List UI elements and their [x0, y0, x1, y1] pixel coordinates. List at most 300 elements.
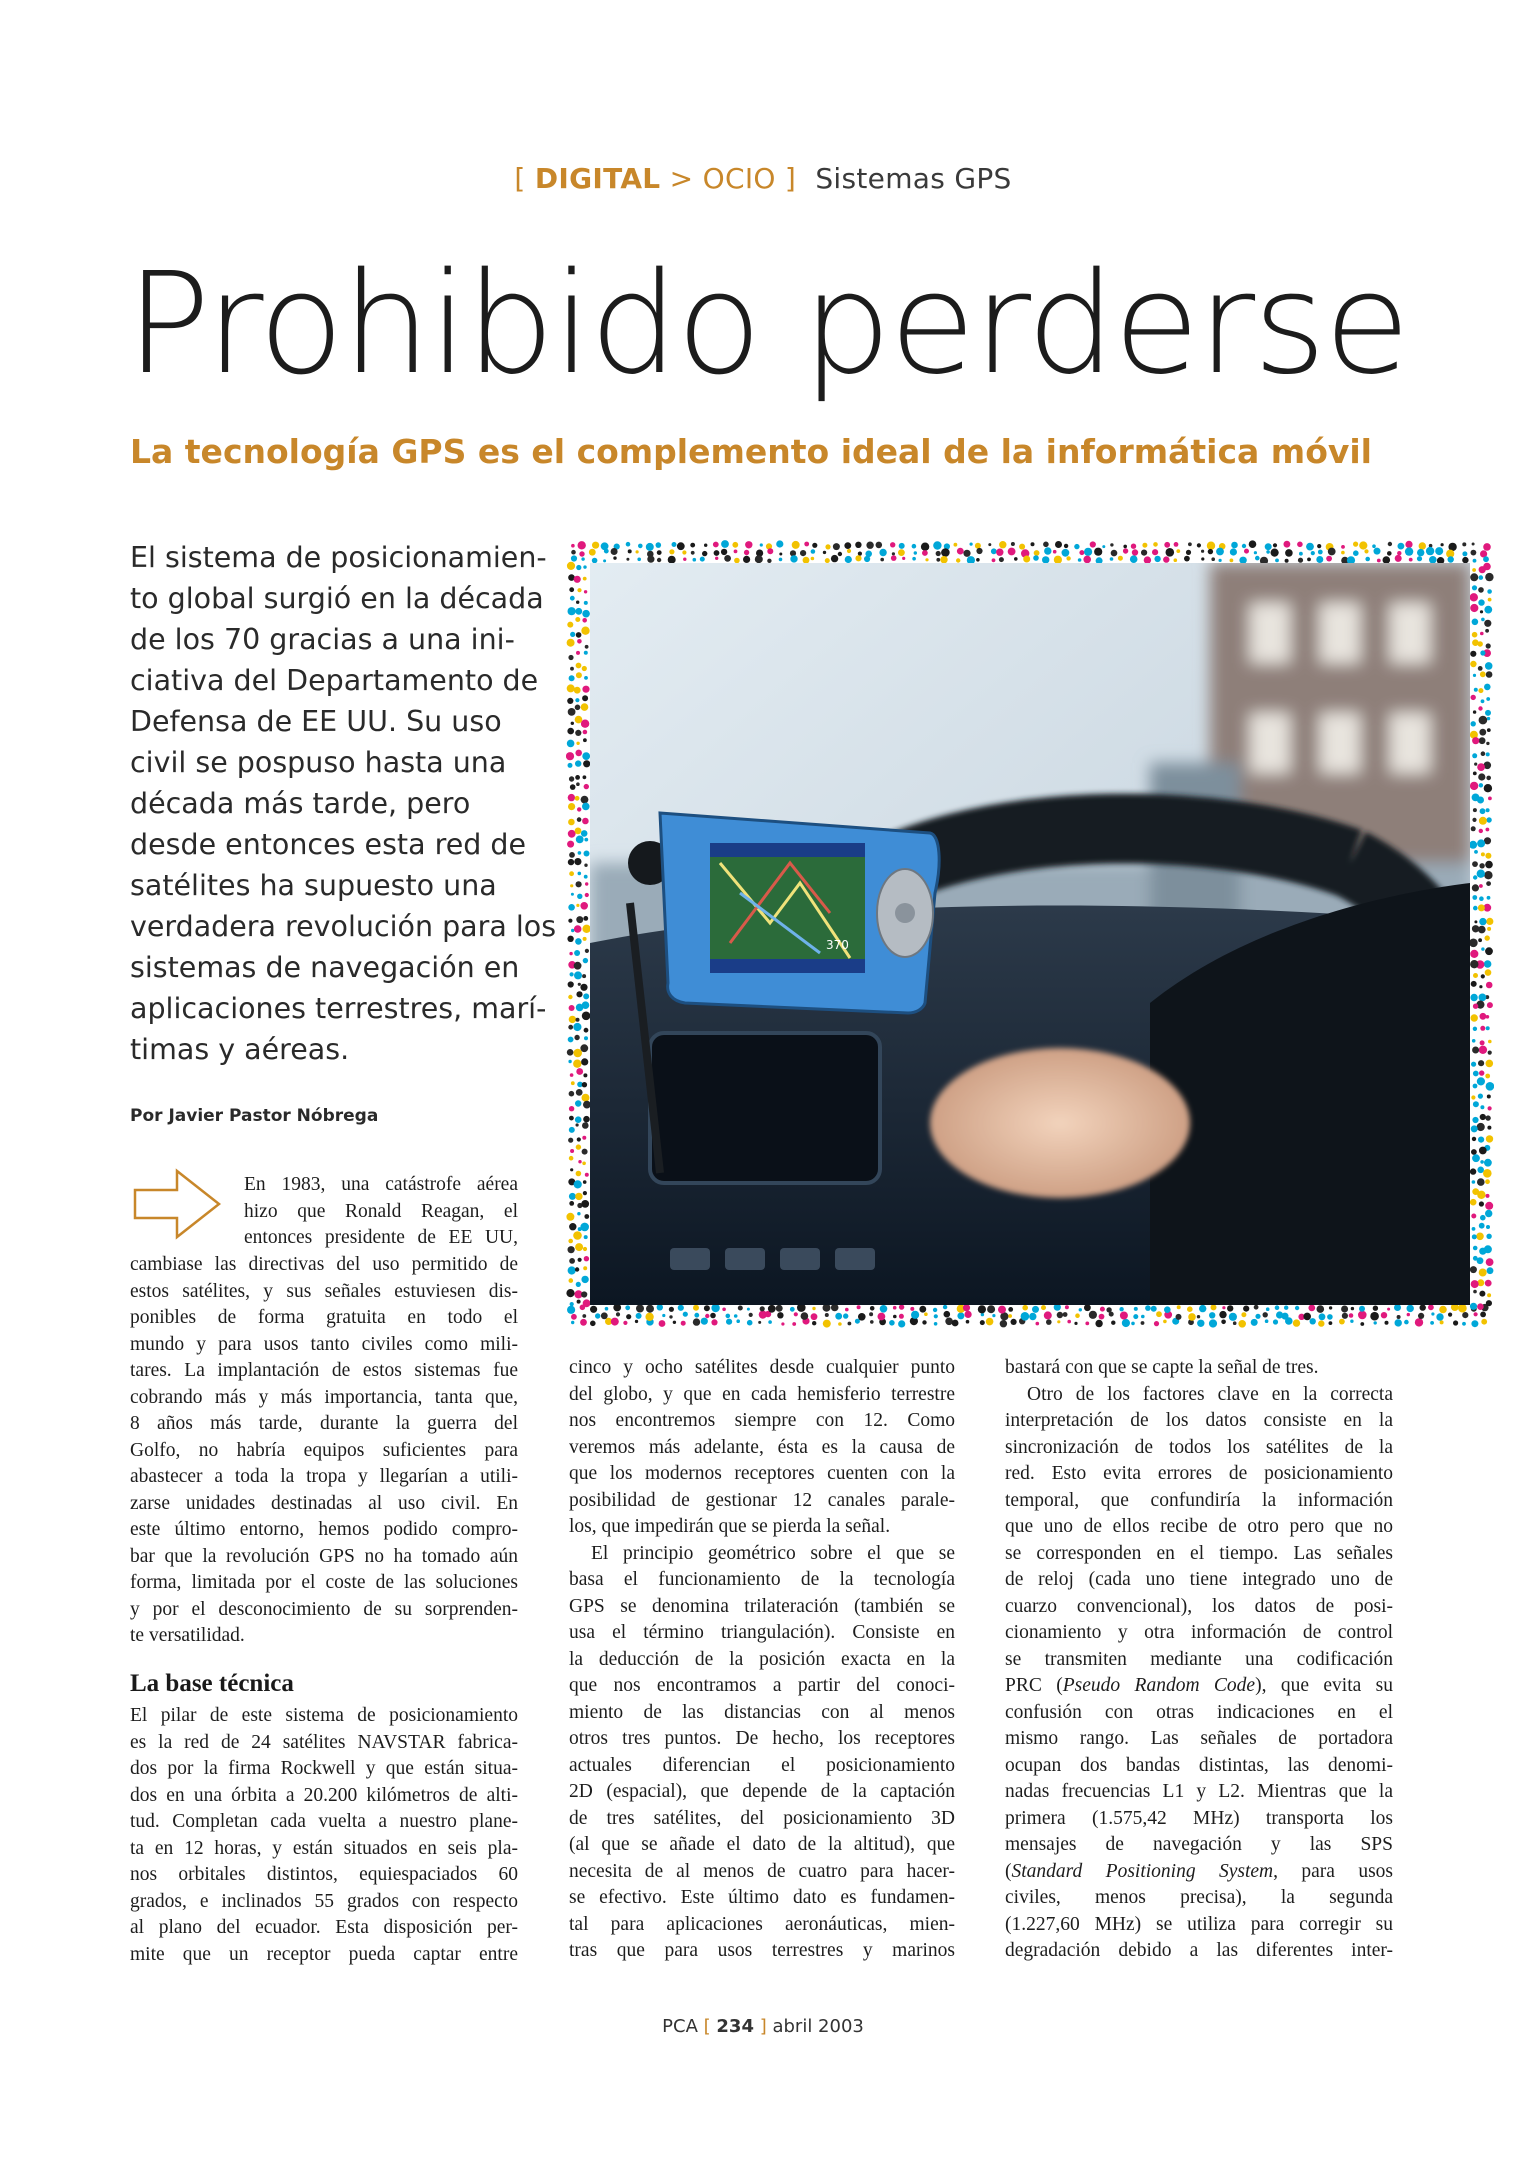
frame-dot	[567, 728, 574, 735]
frame-dot	[568, 708, 576, 716]
frame-dot	[581, 703, 589, 711]
frame-dot	[1485, 1202, 1493, 1210]
frame-dot	[584, 651, 588, 655]
frame-dot	[1397, 1315, 1401, 1319]
frame-dot	[1242, 544, 1246, 548]
frame-dot	[601, 1312, 608, 1319]
frame-dot	[1485, 947, 1493, 955]
frame-dot	[578, 1160, 581, 1163]
frame-dot	[1008, 1307, 1013, 1312]
section-heading: La base técnica	[130, 1670, 294, 1697]
frame-dot	[1473, 973, 1478, 978]
frame-dot	[1418, 1313, 1424, 1319]
frame-dot	[1265, 1319, 1269, 1323]
frame-dot	[626, 1314, 631, 1319]
frame-dot	[1184, 556, 1190, 562]
frame-dot	[1141, 1321, 1145, 1325]
frame-dot	[1479, 1269, 1487, 1277]
body-line: interpretación de los datos consiste en la	[1005, 1410, 1393, 1431]
frame-dot	[1055, 541, 1062, 548]
frame-dot	[957, 548, 964, 555]
body-line: te versatilidad.	[130, 1625, 245, 1646]
frame-dot	[747, 1308, 750, 1311]
frame-dot	[1479, 896, 1484, 901]
frame-dot	[779, 558, 783, 562]
frame-dot	[1471, 550, 1477, 556]
frame-dot	[570, 1302, 574, 1306]
frame-dot	[690, 543, 695, 548]
lead-line: de los 70 gracias a una ini-	[130, 623, 515, 656]
frame-dot	[1485, 1280, 1492, 1287]
frame-dot	[575, 1116, 582, 1123]
frame-dot	[1488, 1106, 1492, 1110]
frame-dot	[921, 543, 929, 551]
frame-dot	[767, 548, 773, 554]
body-line: estos satélites, y sus señales estuviesen dis-	[130, 1280, 518, 1302]
frame-dot	[584, 864, 587, 867]
frame-dot	[584, 851, 590, 857]
body-line: Golfo, no habría equipos suficientes para	[130, 1439, 518, 1461]
frame-dot	[732, 542, 738, 548]
frame-dot	[1472, 1154, 1480, 1162]
frame-dot	[922, 1320, 926, 1324]
frame-dot	[1471, 1062, 1476, 1067]
frame-dot	[576, 601, 579, 604]
frame-dot	[1480, 1105, 1484, 1109]
frame-dot	[1470, 1266, 1477, 1273]
frame-dot	[1474, 920, 1477, 923]
frame-dot	[831, 555, 838, 562]
frame-dot	[582, 1082, 587, 1087]
frame-dot	[570, 667, 574, 671]
frame-dot	[567, 698, 573, 704]
frame-dot	[583, 958, 588, 963]
frame-dot	[1486, 752, 1490, 756]
frame-dot	[1472, 861, 1478, 867]
frame-dot	[1154, 556, 1160, 562]
frame-dot	[1164, 542, 1170, 548]
frame-dot	[1397, 551, 1401, 555]
frame-dot	[567, 639, 575, 647]
frame-dot	[902, 557, 905, 560]
frame-dot	[570, 884, 573, 887]
frame-dot	[1211, 1304, 1217, 1310]
frame-dot	[1479, 918, 1486, 925]
body-line: (Standard Positioning System, para usos	[1005, 1860, 1393, 1882]
frame-dot	[701, 1318, 708, 1325]
frame-dot	[1479, 783, 1483, 787]
frame-dot	[1142, 543, 1147, 548]
frame-dot	[1481, 699, 1485, 703]
frame-dot	[659, 1320, 666, 1327]
frame-dot	[1487, 1267, 1494, 1274]
frame-dot	[566, 752, 574, 760]
frame-dot	[569, 852, 575, 858]
frame-dot	[576, 632, 582, 638]
frame-dot	[1329, 1306, 1332, 1309]
frame-dot	[1472, 619, 1479, 626]
frame-dot	[1472, 568, 1476, 572]
page-footer	[0, 2016, 1526, 2037]
frame-dot	[812, 1307, 815, 1310]
frame-dot	[1317, 544, 1321, 548]
frame-dot	[1120, 1312, 1128, 1320]
frame-dot	[1488, 598, 1492, 602]
frame-dot	[693, 558, 697, 562]
frame-dot	[1074, 544, 1079, 549]
frame-dot	[1470, 950, 1478, 958]
body-line: mundo y para usos tanto civiles como mili-	[130, 1333, 518, 1355]
frame-dot	[1197, 1320, 1204, 1327]
frame-dot	[582, 695, 588, 701]
frame-dot	[912, 544, 917, 549]
frame-dot	[1486, 671, 1493, 678]
frame-dot	[952, 1320, 959, 1327]
lead-paragraph	[130, 537, 557, 1070]
frame-dot	[998, 1306, 1006, 1314]
frame-dot	[1123, 548, 1128, 553]
frame-dot	[1472, 639, 1479, 646]
frame-dot	[1480, 632, 1484, 636]
frame-dot	[1359, 541, 1367, 549]
frame-dot	[673, 1321, 676, 1324]
frame-dot	[776, 1305, 783, 1312]
frame-dot	[1486, 881, 1491, 886]
frame-dot	[864, 556, 870, 562]
frame-dot	[933, 1308, 937, 1312]
column-1-continued	[130, 1703, 518, 1968]
frame-dot	[637, 558, 641, 562]
frame-dot	[1328, 548, 1336, 556]
frame-dot	[1266, 1307, 1270, 1311]
frame-dot	[1480, 1160, 1484, 1164]
frame-dot	[1405, 547, 1413, 555]
frame-dot	[1483, 556, 1489, 562]
frame-dot	[577, 639, 582, 644]
frame-dot	[571, 893, 574, 896]
frame-dot	[1479, 985, 1482, 988]
section-separator: >	[669, 162, 694, 195]
frame-dot	[568, 1060, 571, 1063]
frame-dot	[575, 1100, 581, 1106]
frame-dot	[1477, 839, 1485, 847]
frame-dot	[934, 1314, 938, 1318]
frame-dot	[941, 548, 950, 557]
frame-dot	[571, 1321, 574, 1324]
frame-dot	[569, 1258, 575, 1264]
frame-dot	[1484, 871, 1492, 879]
frame-dot	[569, 1193, 576, 1200]
frame-dot	[1145, 1305, 1151, 1311]
frame-dot	[576, 881, 582, 887]
frame-dot	[573, 1023, 581, 1031]
frame-dot	[1486, 808, 1490, 812]
frame-dot	[581, 830, 588, 837]
frame-dot	[585, 949, 589, 953]
frame-dot	[1053, 550, 1057, 554]
frame-dot	[574, 925, 582, 933]
frame-dot	[585, 893, 589, 897]
section-close-bracket: ]	[784, 162, 797, 195]
frame-dot	[584, 838, 588, 842]
frame-dot	[584, 1028, 589, 1033]
frame-dot	[1326, 556, 1332, 562]
frame-dot	[1339, 1319, 1345, 1325]
frame-dot	[825, 1313, 829, 1317]
frame-dot	[1395, 555, 1402, 562]
frame-dot	[1470, 782, 1478, 790]
section-open-bracket: [	[514, 162, 526, 195]
body-line: tal para aplicaciones aeronáuticas, mien-	[569, 1913, 955, 1935]
lead-line: El sistema de posicionamien-	[130, 541, 547, 574]
frame-dot	[1480, 1040, 1485, 1045]
frame-dot	[1486, 1135, 1493, 1142]
frame-dot	[1227, 1305, 1233, 1311]
frame-dot	[576, 904, 579, 907]
frame-dot	[879, 549, 886, 556]
frame-dot	[616, 1312, 620, 1316]
frame-dot	[575, 730, 581, 736]
frame-dot	[1478, 666, 1483, 671]
frame-dot	[585, 645, 589, 649]
frame-dot	[999, 557, 1004, 562]
body-line: red. Esto evita errores de posicionamiento	[1005, 1463, 1393, 1484]
frame-dot	[584, 1235, 588, 1239]
frame-dot	[1079, 550, 1084, 555]
photo-illustration	[590, 563, 1470, 1305]
frame-dot	[899, 543, 905, 549]
frame-dot	[581, 1291, 587, 1297]
frame-dot	[568, 904, 575, 911]
frame-dot	[691, 551, 695, 555]
frame-dot	[1297, 542, 1303, 548]
frame-dot	[1470, 604, 1478, 612]
frame-dot	[583, 1191, 587, 1195]
frame-dot	[1471, 981, 1477, 987]
frame-dot	[1481, 1319, 1487, 1325]
frame-dot	[1479, 1248, 1486, 1255]
frame-dot	[1485, 573, 1493, 581]
frame-dot	[1111, 1321, 1115, 1325]
frame-dot	[880, 558, 884, 562]
frame-dot	[1134, 1307, 1138, 1311]
frame-dot	[1472, 1047, 1479, 1054]
frame-dot	[578, 1258, 582, 1262]
frame-dot	[575, 760, 581, 766]
frame-dot	[1327, 1314, 1333, 1320]
frame-dot	[945, 1318, 953, 1326]
frame-dot	[1106, 1307, 1111, 1312]
frame-dot	[1478, 1094, 1483, 1099]
frame-dot	[1031, 542, 1035, 546]
frame-dot	[1472, 925, 1479, 932]
frame-dot	[1243, 1306, 1249, 1312]
frame-dot	[1471, 721, 1476, 726]
frame-dot	[1043, 542, 1049, 548]
frame-dot	[1263, 1312, 1268, 1317]
frame-dot	[571, 722, 574, 725]
frame-dot	[682, 550, 686, 554]
frame-dot	[569, 952, 572, 955]
frame-dot	[1448, 1313, 1452, 1317]
frame-dot	[1358, 1311, 1367, 1320]
frame-dot	[1311, 551, 1315, 555]
frame-dot	[1222, 1306, 1225, 1309]
frame-dot	[1473, 1027, 1477, 1031]
frame-dot	[613, 556, 616, 559]
frame-dot	[672, 542, 677, 547]
frame-dot	[1154, 1321, 1159, 1326]
frame-dot	[781, 1322, 784, 1325]
frame-dot	[713, 542, 719, 548]
frame-dot	[1485, 710, 1491, 716]
frame-dot	[1485, 662, 1493, 670]
frame-dot	[1221, 1320, 1226, 1325]
frame-dot	[669, 1307, 674, 1312]
frame-dot	[1471, 826, 1476, 831]
frame-dot	[711, 1319, 717, 1325]
frame-dot	[1293, 1319, 1300, 1326]
frame-dot	[1207, 542, 1215, 550]
frame-dot	[1486, 776, 1491, 781]
frame-dot	[1387, 1308, 1390, 1311]
frame-dot	[1439, 1306, 1447, 1314]
frame-dot	[1472, 1188, 1479, 1195]
frame-dot	[1480, 1215, 1486, 1221]
frame-dot	[1478, 706, 1482, 710]
frame-dot	[943, 1305, 947, 1309]
frame-dot	[626, 558, 629, 561]
frame-dot	[1474, 850, 1478, 854]
frame-dot	[1477, 870, 1485, 878]
frame-dot	[999, 541, 1006, 548]
frame-dot	[584, 676, 588, 680]
frame-dot	[978, 1305, 986, 1313]
frame-dot	[575, 705, 581, 711]
frame-dot	[1477, 1077, 1485, 1085]
frame-dot	[744, 550, 749, 555]
frame-dot	[576, 1144, 581, 1149]
frame-dot	[568, 819, 575, 826]
section-header	[0, 162, 1526, 195]
frame-dot	[576, 1123, 579, 1126]
frame-dot	[579, 551, 584, 556]
frame-dot	[1014, 557, 1018, 561]
frame-dot	[1436, 1313, 1443, 1320]
frame-dot	[1407, 1313, 1410, 1316]
frame-dot	[1472, 737, 1479, 744]
body-line: (al que se añade el dato de la altitud), que	[569, 1834, 955, 1855]
lead-line: desde entonces esta red de	[130, 828, 527, 861]
frame-dot	[835, 1313, 842, 1320]
frame-dot	[577, 588, 581, 592]
frame-dot	[581, 796, 589, 804]
body-line: abastecer a toda la tropa y llegarían a utili-	[130, 1466, 518, 1487]
frame-dot	[585, 882, 588, 885]
frame-dot	[1011, 1319, 1017, 1325]
frame-dot	[1473, 1256, 1478, 1261]
frame-dot	[1485, 853, 1491, 859]
footer-magazine: PCA	[662, 2016, 698, 2037]
column-1-intro	[244, 1172, 518, 1252]
body-line: temporal, que confundiría la información	[1005, 1489, 1393, 1511]
frame-dot	[585, 1173, 589, 1177]
frame-dot	[1255, 556, 1260, 561]
frame-dot	[1479, 863, 1484, 868]
frame-dot	[870, 1320, 874, 1324]
frame-dot	[1473, 1004, 1478, 1009]
frame-dot	[1197, 1315, 1200, 1318]
frame-dot	[1349, 1313, 1354, 1318]
frame-dot	[1021, 1312, 1030, 1321]
frame-dot	[657, 1304, 663, 1310]
frame-dot	[991, 548, 997, 554]
frame-dot	[1282, 1313, 1289, 1320]
frame-dot	[576, 782, 580, 786]
frame-dot	[722, 1308, 726, 1312]
frame-dot	[1470, 593, 1478, 601]
frame-dot	[1473, 1084, 1478, 1089]
frame-dot	[1471, 695, 1476, 700]
frame-dot	[573, 1231, 582, 1240]
frame-dot	[801, 1312, 809, 1320]
frame-dot	[1484, 784, 1492, 792]
frame-dot	[1398, 543, 1405, 550]
frame-dot	[1176, 549, 1180, 553]
frame-dot	[844, 542, 851, 549]
frame-dot	[1486, 828, 1490, 832]
frame-dot	[576, 742, 579, 745]
frame-dot	[1033, 555, 1039, 561]
frame-dot	[936, 558, 940, 562]
frame-dot	[1284, 541, 1291, 548]
frame-dot	[966, 1320, 970, 1324]
frame-dot	[570, 632, 575, 637]
frame-dot	[1211, 557, 1215, 561]
body-line: los, que impedirán que se pierda la señal.	[569, 1516, 891, 1537]
frame-dot	[636, 1313, 642, 1319]
frame-dot	[1303, 1313, 1311, 1321]
page-subtitle: La tecnología GPS es el complemento ideal de la informática móvil	[130, 432, 1372, 471]
frame-dot	[1430, 1321, 1434, 1325]
frame-dot	[583, 1266, 587, 1270]
frame-dot	[1480, 1026, 1485, 1031]
frame-dot	[1471, 1280, 1479, 1288]
frame-dot	[1473, 1101, 1479, 1107]
frame-dot	[1487, 589, 1492, 594]
frame-dot	[568, 1266, 576, 1274]
body-line: de reloj (cada uno tiene integrado uno de	[1005, 1569, 1393, 1590]
frame-dot	[576, 565, 581, 570]
frame-dot	[677, 542, 685, 550]
frame-dot	[857, 1305, 861, 1309]
frame-dot	[575, 1267, 579, 1271]
frame-dot	[1067, 1320, 1071, 1324]
frame-dot	[584, 601, 588, 605]
frame-dot	[1478, 773, 1485, 780]
frame-dot	[1394, 1304, 1401, 1311]
frame-dot	[583, 738, 587, 742]
frame-dot	[1275, 1305, 1280, 1310]
frame-dot	[768, 1305, 776, 1313]
frame-dot	[1164, 1306, 1171, 1313]
body-line: es la red de 24 satélites NAVSTAR fabrica-	[130, 1731, 518, 1753]
frame-dot	[1041, 1305, 1046, 1310]
frame-dot	[800, 550, 806, 556]
body-line: se corresponden en el tiempo. Las señales	[1005, 1542, 1393, 1564]
frame-dot	[568, 981, 574, 987]
frame-dot	[1485, 1210, 1492, 1217]
